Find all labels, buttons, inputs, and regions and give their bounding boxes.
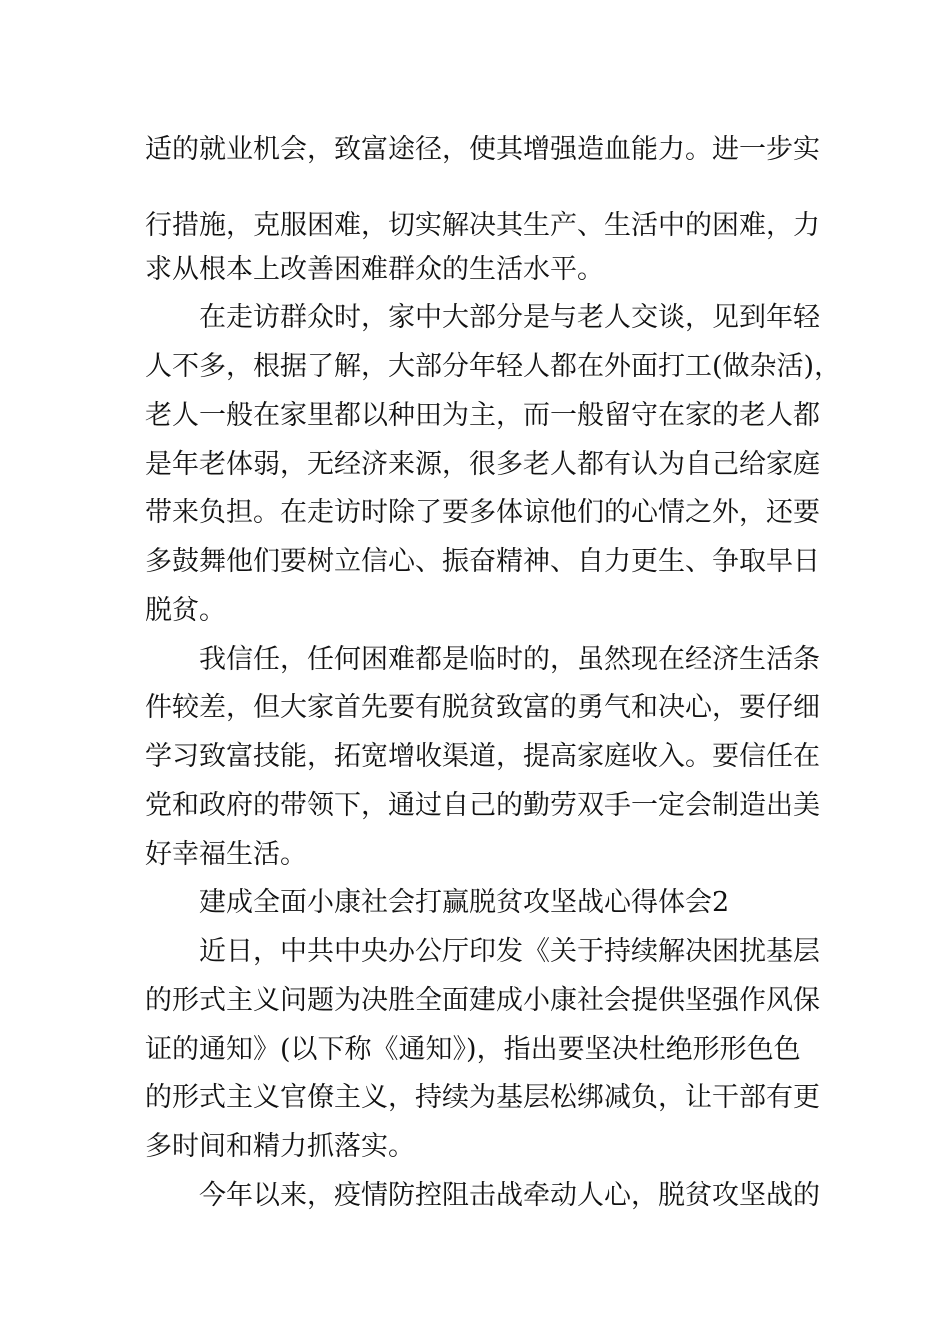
text-line: 适的就业机会，致富途径，使其增强造血能力。进一步实: [145, 134, 820, 165]
text-line: 行措施，克服困难，切实解决其生产、生活中的困难，力: [145, 210, 820, 241]
text-line: 求从根本上改善困难群众的生活水平。: [145, 254, 604, 285]
text-line: 件较差，但大家首先要有脱贫致富的勇气和决心，要仔细: [145, 692, 820, 723]
text-line: 老人一般在家里都以种田为主，而一般留守在家的老人都: [145, 400, 820, 431]
text-line: 学习致富技能，拓宽增收渠道，提高家庭收入。要信任在: [145, 741, 820, 772]
section-heading: 建成全面小康社会打赢脱贫攻坚战心得体会2: [199, 887, 730, 918]
text-line: 的形式主义官僚主义，持续为基层松绑减负，让干部有更: [145, 1082, 820, 1113]
text-line: 的形式主义问题为决胜全面建成小康社会提供坚强作风保: [145, 985, 820, 1016]
paragraph-start-line: 今年以来，疫情防控阻击战牵动人心，脱贫攻坚战的: [199, 1180, 820, 1211]
text-line: 是年老体弱，无经济来源，很多老人都有认为自己给家庭: [145, 449, 820, 480]
text-line: 多鼓舞他们要树立信心、振奋精神、自力更生、争取早日: [145, 546, 820, 577]
text-line: 证的通知》(以下称《通知》)，指出要坚决杜绝形形色色: [145, 1034, 801, 1065]
paragraph-start-line: 我信任，任何困难都是临时的，虽然现在经济生活条: [199, 644, 820, 675]
paragraph-start-line: 在走访群众时，家中大部分是与老人交谈，见到年轻: [199, 302, 820, 333]
text-line: 人不多，根据了解，大部分年轻人都在外面打工(做杂活)，: [145, 351, 842, 382]
text-line: 多时间和精力抓落实。: [145, 1131, 415, 1162]
text-line: 脱贫。: [145, 595, 226, 626]
text-line: 党和政府的带领下，通过自己的勤劳双手一定会制造出美: [145, 790, 820, 821]
text-line: 带来负担。在走访时除了要多体谅他们的心情之外，还要: [145, 497, 820, 528]
text-line: 好幸福生活。: [145, 839, 307, 870]
paragraph-start-line: 近日，中共中央办公厅印发《关于持续解决困扰基层: [199, 936, 820, 967]
